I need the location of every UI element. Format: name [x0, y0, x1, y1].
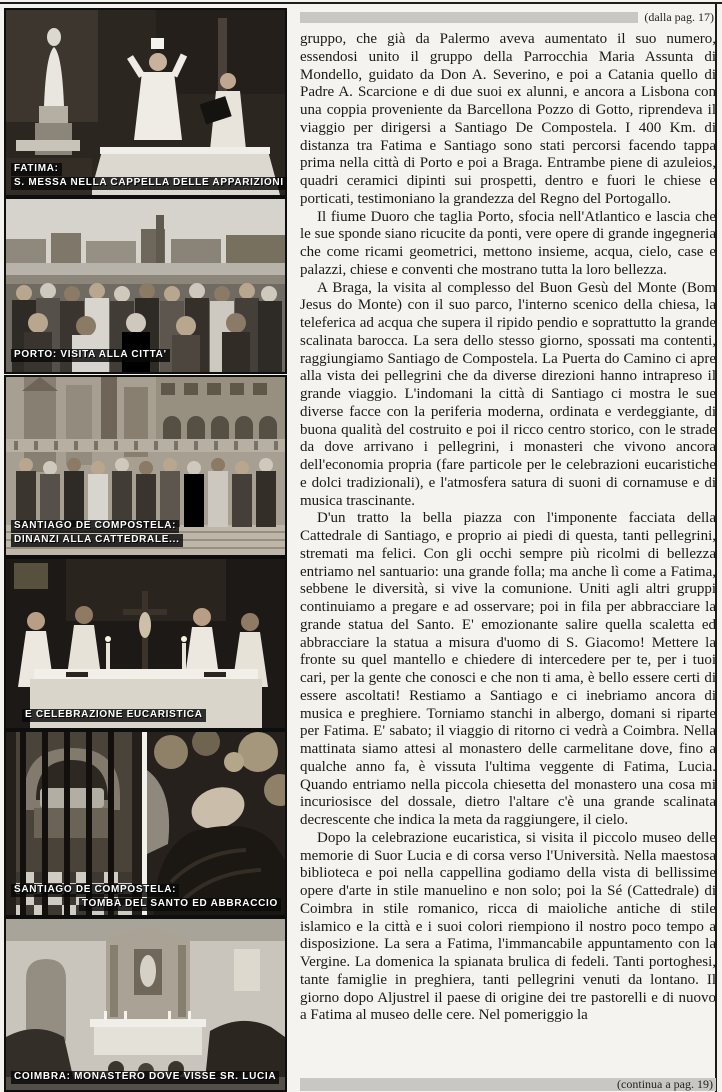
caption-line: S. MESSA NELLA CAPPELLA DELLE APPARIZIONI: [11, 177, 287, 190]
photo-fatima-mass: [4, 8, 287, 197]
top-rule: [0, 2, 722, 4]
continued-from-note: (dalla pag. 17): [644, 10, 714, 24]
coimbra-monastery-illustration: [6, 919, 285, 1090]
continued-from-bar: [300, 12, 638, 23]
caption-line: E CELEBRAZIONE EUCARISTICA: [22, 709, 206, 722]
continues-on-note: (continua a pag. 19): [617, 1077, 713, 1091]
photo-caption: [11, 163, 284, 190]
photo-caption: [11, 520, 281, 547]
article-body: [300, 31, 716, 1025]
caption-line: FATIMA:: [11, 163, 62, 176]
article-paragraph: gruppo, che già da Palermo aveva aumentato il suo numero, essendosi unito il gruppo della Parrocchia Maria Assunta di Mondello, guidato da Don A. Severino, e poi a Catania quello di Padre A. Scarcione e di due suoi ex alunni, e ancora a Lisbona con una coppia proveniente da Barcellona Pozzo di Gotto, riprendeva il viaggio per dirigersi a Santiago De Compostela. I 400 Km. di distanza tra Fatima e Santiago sono stati percorsi facendo tappa prima nella città di Porto e poi a Braga. Entrambe piene di azuleios, quadri ceramici dipinti sui prospetti, dentro e fuori le chiese e porticati, testimoniano la grandezza del Regno del Portogallo.: [300, 31, 716, 207]
photo-coimbra-monastery: [4, 917, 287, 1092]
photo-caption: [11, 884, 281, 911]
photo-eucharistic-celebration: [4, 557, 287, 730]
caption-line: SANTIAGO DE COMPOSTELA:: [11, 520, 179, 533]
article-paragraph: Il fiume Duoro che taglia Porto, sfocia nell'Atlantico e lascia che le sue sponde siano ricucite da ponti, vere opere di grande ingegneria che come ricami geometrici, mettono insieme, acqua, cielo, case e palazzi, chiese e conventi che mostrano tutta la loro bellezza.: [300, 208, 716, 278]
photo-tomb-of-the-saint: [4, 730, 287, 917]
caption-line: PORTO: VISITA ALLA CITTA': [11, 349, 170, 362]
photo-caption: [11, 349, 281, 362]
article-paragraph: Dopo la celebrazione eucaristica, si visita il piccolo museo delle memorie di Suor Lucia e di corsa verso l'Università. Nella maestosa biblioteca e poi nella cappellina godiamo della vista di bellissime opere d'arte in stile manuelino e non solo; poi la Sé (Cattedrale) di Coimbra in stile romanico, ricca di maioliche antiche di stile islamico e la città e i suoi colori riempiono il nostro poco tempo a disposizione. La sera a Fatima, l'immancabile appuntamento con la Vergine. La domenica la spianata brulica di fedeli. Tanti portoghesi, tante famiglie in preghiera, tanti pellegrini venuti da lontano. Il giorno dopo Aljustrel il paese di origine dei tre pastorelli e di nuovo a Fatima al museo delle cere. Nel pomeriggio la: [300, 829, 716, 1024]
article-paragraph: A Braga, la visita al complesso del Buon Gesù del Monte (Bom Jesus do Monte) con il suo parco, l'interno scenico della chiesa, la teleferica ad acqua che supera il ripido pendio e soprattutto la grande scalinata barocca. La sera dello stesso giorno, spossati ma contenti, raggiungiamo Santiago de Compostela. La Puerta do Camino ci apre alla vista dei pellegrini che da diverse direzioni hanno intrapreso il grande viaggio. L'indomani la città di Santiago ci mostra le sue diverse facce con la periferia moderna, ordinata e verdeggiante, di buona qualità del costruito e poi il ricco centro storico, con le strade da dove arrivano i pellegrini, i monasteri che vivono ancora dell'economia propria (fare particole per le celebrazioni eucaristiche e dolci tradizionali), e l'atmosfera satura di suoni di cornamuse e di musica trascinante.: [300, 279, 716, 509]
caption-line: DINANZI ALLA CATTEDRALE...: [11, 534, 183, 547]
photo-caption: [11, 1071, 281, 1084]
eucharist-illustration: [6, 559, 285, 728]
caption-line: SANTIAGO DE COMPOSTELA:: [11, 884, 179, 897]
continues-on-bar: [300, 1078, 716, 1091]
photo-santiago-before-cathedral: [4, 375, 287, 557]
photo-caption: [22, 709, 281, 722]
photo-porto-city-visit: [4, 197, 287, 374]
article-paragraph: D'un tratto la bella piazza con l'imponente facciata della Cattedrale di Santiago, e proprio ai piedi di questa, tanti pellegrini, stremati ma felici. Con gli occhi sempre più ricolmi di bellezza entriamo nel santuario: una grande folla; ma anche lì come a Fatima, sebbene le diversità, si vive la comunione. Uniti agli altri gruppi continuiamo a pregare e ad osservare; poi in fila per abbracciare la grande statua del Santo. E' emozionante salire quella scaletta ed abbracciare la statua a misura d'uomo di S. Giacomo! Mettere la fronte su quel mantello e chiedere di intercedere per te, per i tuoi cari, per la gente che conosci e che non ti ama, è bello essere certi di essere ascoltati! Restiamo a Santiago e ci inebriamo ancora di musica e preghiere. Torniamo stanchi in albergo, domani si riparte per Fatima. E' sabato; il viaggio di ritorno ci vedrà a Coimbra. Nella mattinata siamo attesi al monastero delle carmelitane dove, fino a qualche anno fa, è vissuta l'ultima veggente di Fatima, Lucia. Quando entriamo nella piccola chiesetta del monastero una cosa mi incuriosisce del dossale, dietro l'altare c'è una grande scalinata decrescente che indica la meta da raggiungere, il cielo.: [300, 510, 716, 828]
caption-line: TOMBA DEL SANTO ED ABBRACCIO: [79, 898, 281, 911]
caption-line: COIMBRA: MONASTERO DOVE VISSE SR. LUCIA: [11, 1071, 279, 1084]
porto-illustration: [6, 199, 285, 372]
